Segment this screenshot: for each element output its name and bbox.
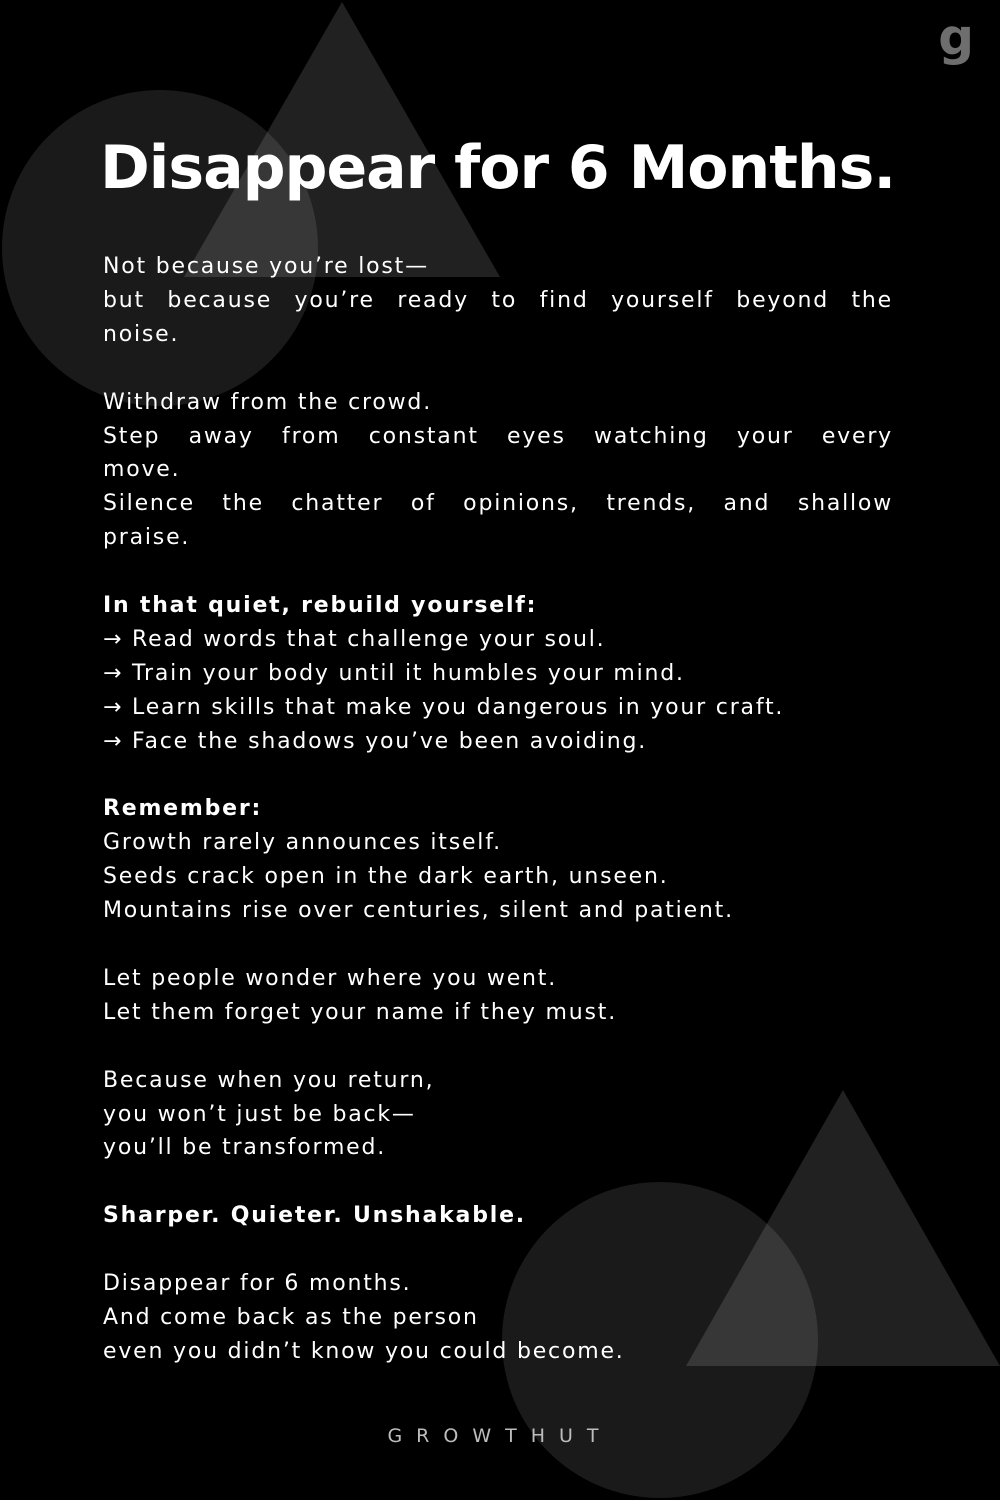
return-line: you won’t just be back— <box>103 1101 416 1127</box>
closing-paragraph <box>103 1267 893 1369</box>
wonder-paragraph <box>103 962 893 1030</box>
withdraw-line: praise. <box>103 525 191 551</box>
rebuild-list-item: → Read words that challenge your soul. <box>103 626 606 652</box>
withdraw-line: Silence the chatter of opinions, trends, and shallow <box>103 491 893 517</box>
footer-brand: GROWTHUT <box>387 1425 613 1447</box>
remember-paragraph <box>103 792 893 928</box>
remember-line: Seeds crack open in the dark earth, unseen. <box>103 864 669 890</box>
return-line: you’ll be transformed. <box>103 1135 387 1161</box>
remember-line: Mountains rise over centuries, silent and patient. <box>103 898 734 924</box>
return-paragraph <box>103 1064 893 1166</box>
remember-heading: Remember: <box>103 796 263 822</box>
rebuild-list-item: → Face the shadows you’ve been avoiding. <box>103 728 648 754</box>
rebuild-heading: In that quiet, rebuild yourself: <box>103 593 538 619</box>
wonder-line: Let people wonder where you went. <box>103 965 557 991</box>
rebuild-list-item: → Learn skills that make you dangerous in your craft. <box>103 694 785 720</box>
withdraw-line: Step away from constant eyes watching your every <box>103 423 893 449</box>
article-body <box>103 250 893 1403</box>
remember-line: Growth rarely announces itself. <box>103 830 502 856</box>
intro-line: but because you’re ready to find yourself beyond the <box>103 287 893 313</box>
tagline: Sharper. Quieter. Unshakable. <box>103 1203 526 1229</box>
page-title: Disappear for 6 Months. <box>100 133 896 203</box>
wonder-line: Let them forget your name if they must. <box>103 999 618 1025</box>
rebuild-paragraph <box>103 589 893 759</box>
closing-line: even you didn’t know you could become. <box>103 1338 625 1364</box>
closing-line: Disappear for 6 months. <box>103 1271 412 1297</box>
rebuild-list-item: → Train your body until it humbles your mind. <box>103 660 685 686</box>
withdraw-line: Withdraw from the crowd. <box>103 389 432 415</box>
brand-logo: g <box>938 8 974 66</box>
withdraw-line: move. <box>103 457 181 483</box>
withdraw-paragraph <box>103 386 893 556</box>
intro-paragraph <box>103 250 893 352</box>
return-line: Because when you return, <box>103 1067 435 1093</box>
tagline-paragraph <box>103 1199 893 1233</box>
intro-line: Not because you’re lost— <box>103 254 429 279</box>
closing-line: And come back as the person <box>103 1304 479 1330</box>
intro-line: noise. <box>103 321 180 347</box>
